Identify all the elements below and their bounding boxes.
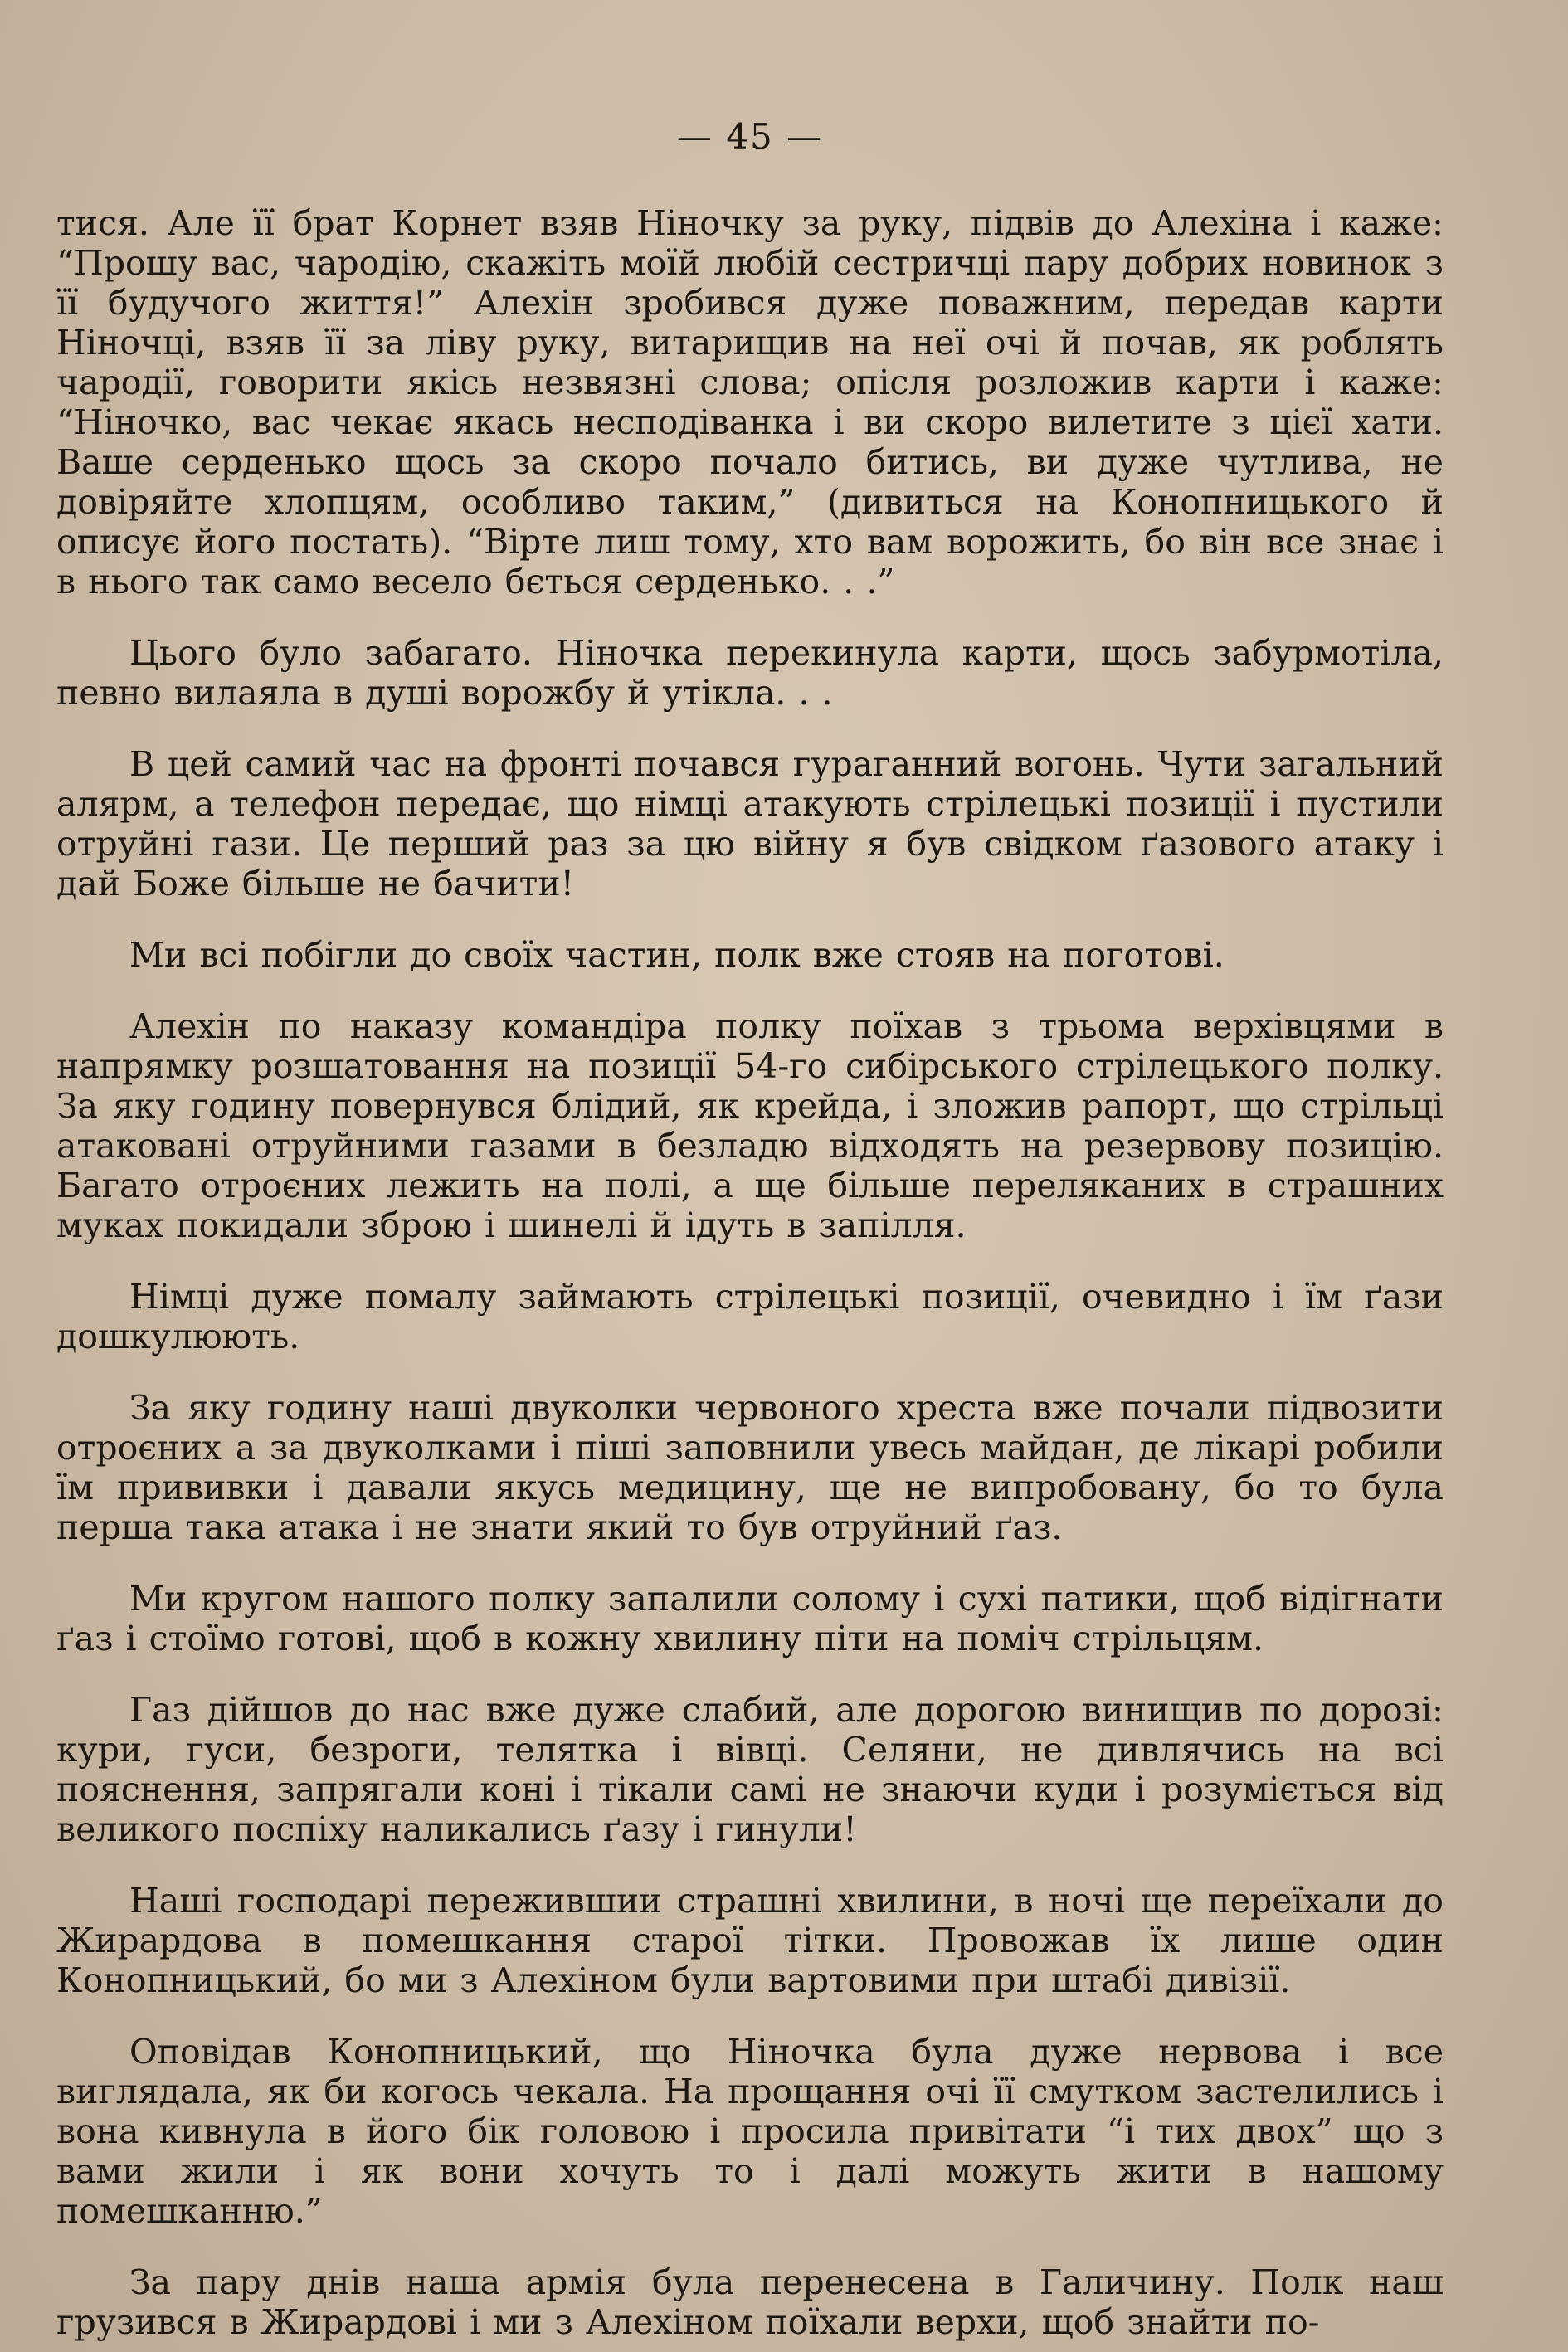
paragraph: В цей самий час на фронті почався гураганний вогонь. Чути загальний алярм, а телефон передає, що німці атакують стрілецькі позиції і пустили отруйні гази. Це перший раз за цю війну я був свідком ґазового атаку і дай Боже більше не бачити! (56, 744, 1444, 903)
paragraph: Наші господарі пережившии страшні хвилини, в ночі ще переїхали до Жирардова в помешкання старої тітки. Провожав їх лише один Конопницький, бо ми з Алехіном були вартовими при штабі дивізії. (56, 1881, 1444, 2000)
paragraph: Газ дійшов до нас вже дуже слабий, але дорогою винищив по дорозі: кури, гуси, безроги, телятка і вівці. Селяни, не дивлячись на всі пояснення, запрягали коні і тікали самі не знаючи куди і розуміється від великого поспіху наликались ґазу і гинули! (56, 1690, 1444, 1849)
paragraph: Німці дуже помалу займають стрілецькі позиції, очевидно і їм ґази дошкулюють. (56, 1277, 1444, 1356)
paragraph: тися. Але її брат Корнет взяв Ніночку за руку, підвів до Алехіна і каже: “Прошу вас, чародію, скажіть моїй любій сестричці пару добрих новинок з її будучого життя!” Алехін зробився дуже поважним, передав карти Ніночці, взяв її за ліву руку, витарищив на неї очі й почав, як роблять чародії, говорити якісь незвязні слова; опісля розложив карти і каже: “Ніночко, вас чекає якась несподіванка і ви скоро вилетите з цієї хати. Ваше серденько щось за скоро почало битись, ви дуже чутлива, не довіряйте хлопцям, особливо таким,” (дивиться на Конопницького й описує його постать). “Вірте лиш тому, хто вам ворожить, бо він все знає і в нього так само весело бється серденько. . .” (56, 203, 1444, 601)
paragraph: Ми всі побігли до своїх частин, полк вже стояв на поготові. (129, 935, 1225, 975)
page-number: — 45 — (676, 116, 824, 157)
paragraph: Ми кругом нашого полку запалили солому і сухі патики, щоб відігнати ґаз і стоїмо готові, щоб в кожну хвилину піти на поміч стрільцям. (56, 1579, 1444, 1658)
paragraph: За яку годину наші двуколки червоного хреста вже почали підвозити отроєних а за двуколками і піші заповнили увесь майдан, де лікарі робили їм прививки і давали якусь медицину, ще не випробовану, бо то була перша така атака і не знати який то був отруйний ґаз. (56, 1388, 1444, 1547)
paragraph: Цього було забагато. Ніночка перекинула карти, щось забурмотіла, певно вилаяла в душі ворожбу й утікла. . . (56, 633, 1444, 713)
paragraph: Оповідав Конопницький, що Ніночка була дуже нервова і все виглядала, як би когось чекала. На прощання очі її смутком застелились і вона кивнула в його бік головою і просила привітати “і тих двох” що з вами жили і як вони хочуть то і далі можуть жити в нашому помешканню.” (56, 2032, 1444, 2231)
paragraph: За пару днів наша армія була перенесена в Галичину. Полк наш грузився в Жирардові і ми з Алехіном поїхали верхи, щоб знайти по- (56, 2262, 1444, 2342)
paragraph: Алехін по наказу командіра полку поїхав з трьома верхівцями в напрямку розшатовання на позиції 54-го сибірського стрілецького полку. За яку годину повернувся блідий, як крейда, і зложив рапорт, що стрільці атаковані отруйними газами в безладю відходять на резервову позицію. Багато отроєних лежить на полі, а ще більше переляканих в страшних муках покидали зброю і шинелі й ідуть в запілля. (56, 1006, 1444, 1245)
